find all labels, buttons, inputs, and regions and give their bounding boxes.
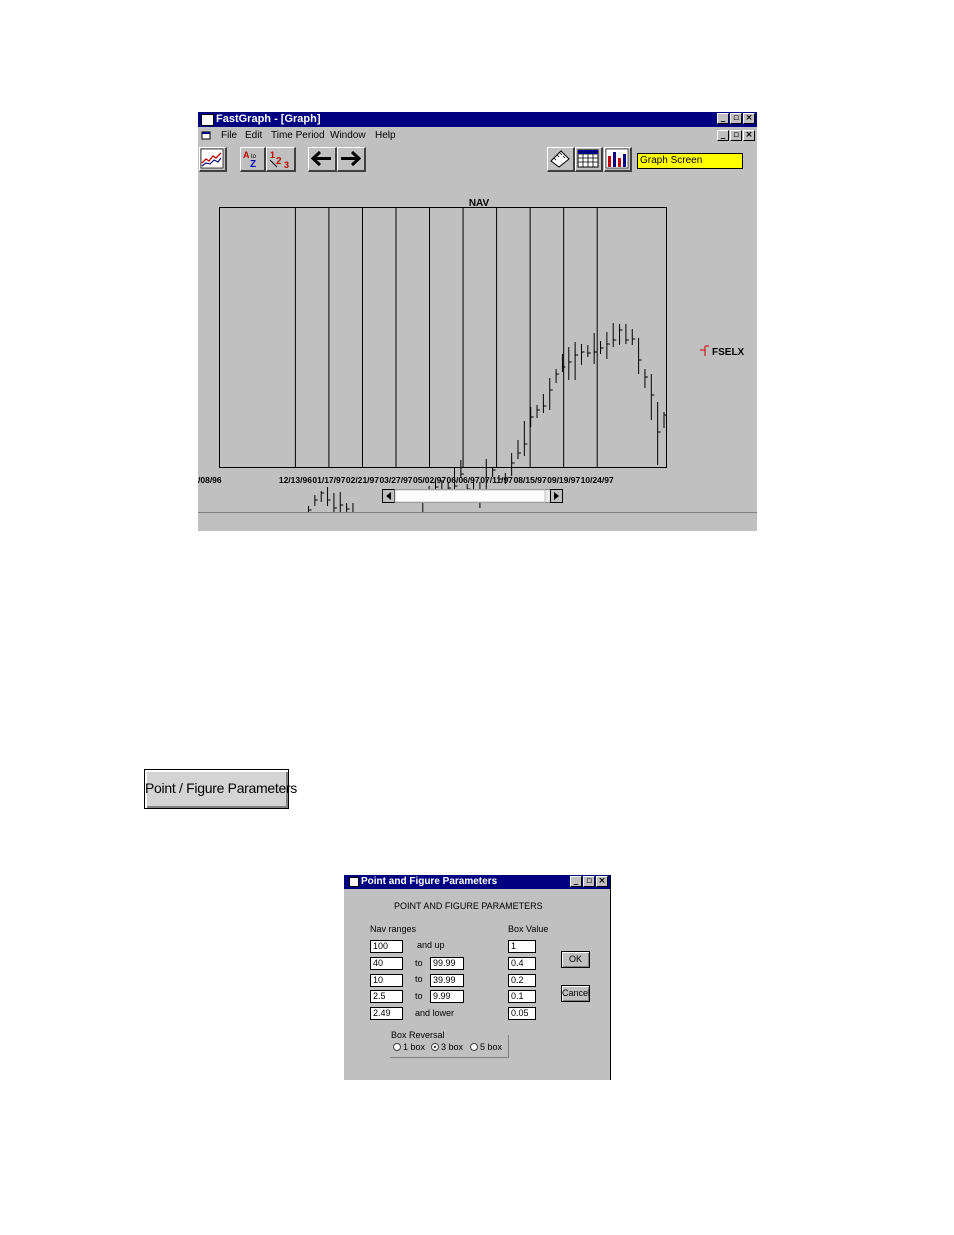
ruler-icon [548,148,572,169]
child-minimize-button[interactable]: _ [717,130,729,141]
table-view-button[interactable] [575,147,603,172]
table-grid-icon [576,148,600,169]
price-bar [334,493,337,512]
reversal-5-box-radio[interactable] [470,1043,478,1051]
price-bar [639,338,642,374]
price-bar [518,440,521,459]
menu-help[interactable]: Help [375,130,396,141]
toolbar [198,144,757,176]
svg-text:Z: Z [250,159,257,169]
x-tick-label: 09/19/97 [547,475,581,485]
svg-text:3: 3 [284,160,290,169]
x-tick-label: 01/17/97 [312,475,346,485]
dialog-title: Point and Figure Parameters [361,876,498,887]
nav-range-high-3[interactable]: 39.99 [430,974,464,987]
app-chart-icon[interactable] [201,114,214,126]
reversal-1-box-label: 1 box [403,1042,426,1052]
point-figure-parameters-button[interactable]: Point / Figure Parameters [144,769,289,809]
x-tick-label: 05/02/97 [412,475,447,485]
x-tick-label: /08/96 [198,475,222,485]
box-reversal-label: Box Reversal [391,1030,445,1040]
graph-area [198,176,757,512]
box-value-1[interactable]: 1 [508,940,536,953]
window-title-bar[interactable] [198,112,757,127]
numeric-order-icon [267,148,293,169]
fastgraph-window [198,112,757,530]
line-chart-button[interactable] [199,147,227,172]
sort-numeric-button[interactable] [266,147,296,172]
nav-range-low-2[interactable]: 40 [370,957,403,970]
menu-time-period[interactable]: Time Period [271,130,325,141]
range-joiner-2: to [415,958,423,968]
ruler-tool-button[interactable] [547,147,575,172]
svg-text:2: 2 [276,156,282,167]
svg-text:A: A [243,150,250,160]
dialog-icon [349,877,359,887]
price-bar [353,503,356,512]
dialog-title-bar[interactable] [344,875,610,889]
nav-range-low-5[interactable]: 2.49 [370,1007,403,1020]
x-tick-label: 10/24/97 [580,475,614,485]
price-bar [321,491,324,502]
point-figure-dialog [344,875,611,1080]
status-bar [198,512,757,531]
dialog-close-button[interactable]: × [596,876,608,887]
chart-title: NAV [468,198,490,209]
bar-chart-icon [605,148,629,169]
dialog-maximize-button[interactable]: ▫ [583,876,595,887]
line-chart-icon [200,148,224,169]
x-tick-label: 03/27/97 [379,475,413,485]
nav-chart [198,176,757,512]
price-bar [328,487,331,506]
x-tick-label: 08/15/97 [513,475,547,485]
price-bar [569,347,572,380]
cancel-button[interactable]: Cancel [561,985,590,1002]
horizontal-scrollbar[interactable] [383,490,563,503]
arrow-right-icon [338,148,363,169]
reversal-3-box-label: 3 box [441,1042,464,1052]
price-bar [340,492,343,512]
range-joiner-5: and lower [415,1008,455,1018]
nav-range-low-1[interactable]: 100 [370,940,403,953]
menu-file[interactable]: File [221,130,238,141]
child-close-button[interactable]: × [743,130,755,141]
price-bar [658,402,661,465]
price-bar [626,324,629,344]
menu-bar [198,128,757,144]
legend [700,346,745,358]
box-value-3[interactable]: 0.2 [508,974,536,987]
nav-range-low-4[interactable]: 2.5 [370,990,403,1003]
document-menu-icon[interactable] [201,130,215,141]
price-bar [588,345,591,357]
price-bar [645,369,648,388]
window-title: FastGraph - [Graph] [216,113,321,125]
scroll-thumb[interactable] [395,490,545,502]
bar-chart-button[interactable] [604,147,632,172]
price-bar [651,374,654,420]
child-restore-button[interactable]: ▫ [730,130,742,141]
reversal-1-box-radio[interactable] [393,1043,401,1051]
legend-label: FSELX [712,347,745,358]
reversal-3-box-radio[interactable] [431,1043,439,1051]
price-bar [512,453,515,476]
menu-edit[interactable]: Edit [245,130,263,141]
plot-frame [220,208,667,468]
nav-range-low-3[interactable]: 10 [370,974,403,987]
nav-ranges-label: Nav ranges [370,924,417,934]
svg-text:to: to [251,154,257,160]
sort-a-to-z-button[interactable] [240,147,266,172]
next-arrow-button[interactable] [337,147,366,172]
range-joiner-3: to [415,974,423,984]
price-bar [531,407,534,427]
price-bar [347,503,350,512]
menu-window[interactable]: Window [330,130,366,141]
x-tick-label: 12/13/96 [278,475,312,485]
restore-button[interactable]: ▫ [730,113,742,124]
a-to-z-icon [241,148,263,169]
nav-range-high-2[interactable]: 99.99 [430,957,464,970]
price-bar [613,323,616,347]
box-value-5[interactable]: 0.05 [508,1007,536,1020]
minimize-button[interactable]: _ [717,113,729,124]
svg-text:1: 1 [270,150,276,160]
price-bar [524,421,527,456]
price-bar [550,378,553,410]
price-bar [315,495,318,506]
box-value-label: Box Value [508,924,549,934]
price-bar [537,405,540,418]
legend-series-marker [700,346,709,356]
x-tick-label: 06/06/97 [446,475,480,485]
range-joiner-4: to [415,991,423,1001]
nav-range-high-4[interactable]: 9.99 [430,990,464,1003]
close-button[interactable]: × [743,113,755,124]
price-bar [575,342,578,380]
graph-name-field[interactable]: Graph Screen [637,153,743,169]
box-value-2[interactable]: 0.4 [508,957,536,970]
price-bar [581,344,584,365]
reversal-5-box-label: 5 box [480,1042,503,1052]
x-tick-label: 02/21/97 [345,475,380,485]
x-tick-label: 07/11/97 [480,475,513,485]
previous-arrow-button[interactable] [308,147,337,172]
arrow-left-icon [309,148,334,169]
price-bar [620,324,623,345]
price-bar [632,329,635,345]
price-bar [556,369,559,383]
price-bar [543,394,546,413]
dialog-heading: POINT AND FIGURE PARAMETERS [394,901,543,911]
dialog-minimize-button[interactable]: _ [570,876,582,887]
price-bar [601,341,604,354]
ok-button[interactable]: OK [561,951,590,968]
price-bar [607,332,610,359]
range-joiner-1: and up [417,940,445,950]
box-value-4[interactable]: 0.1 [508,990,536,1003]
